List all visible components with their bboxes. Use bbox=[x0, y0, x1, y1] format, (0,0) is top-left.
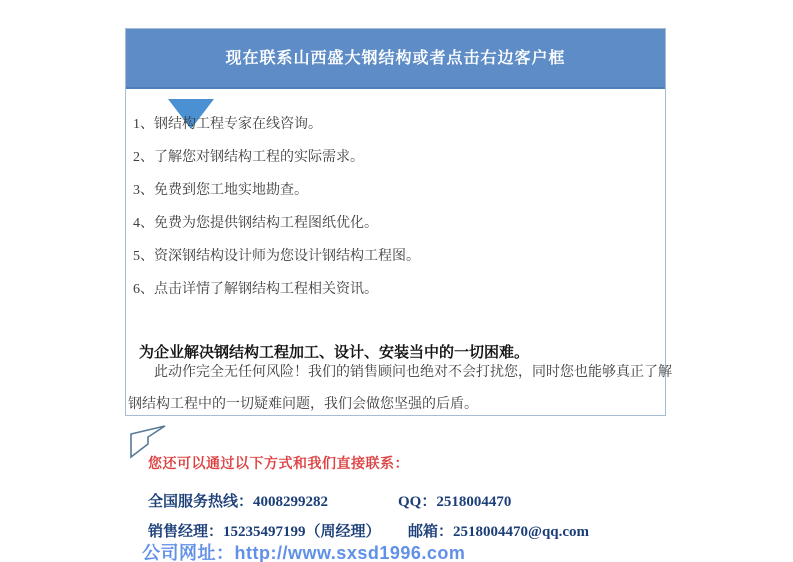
list-item: 3、免费到您工地实地勘查。 bbox=[133, 183, 308, 198]
list-item: 1、钢结构工程专家在线咨询。 bbox=[133, 117, 322, 132]
qq-group bbox=[398, 494, 511, 510]
promo-header-banner: 现在联系山西盛大钢结构或者点击右边客户框 bbox=[126, 29, 665, 89]
hotline-number: 4008299282 bbox=[253, 494, 329, 510]
manager-group bbox=[148, 520, 408, 541]
highlight-statement: 为企业解决钢结构工程加工、设计、安装当中的一切困难。 bbox=[139, 345, 530, 361]
list-item: 6、点击详情了解钢结构工程相关资讯。 bbox=[133, 282, 378, 297]
email-group bbox=[408, 524, 589, 540]
list-item: 2、了解您对钢结构工程的实际需求。 bbox=[133, 150, 364, 165]
website-label: 公司网址： bbox=[142, 543, 235, 562]
steps-list bbox=[133, 108, 653, 306]
manager-label: 销售经理： bbox=[148, 524, 224, 540]
qq-number: 2518004470 bbox=[436, 494, 512, 510]
promo-box bbox=[125, 28, 672, 416]
contact-row-manager bbox=[148, 520, 589, 541]
manager-number: 15235497199（周经理） bbox=[223, 524, 381, 540]
website-url[interactable]: http://www.sxsd1996.com bbox=[234, 543, 466, 562]
qq-label: QQ： bbox=[398, 494, 437, 510]
list-item: 4、免费为您提供钢结构工程图纸优化。 bbox=[133, 216, 378, 231]
assurance-paragraph: 此动作完全无任何风险！我们的销售顾问也绝对不会打扰您，同时您也能够真正了解钢结构工程中的一切疑难问题，我们会做您坚强的后盾。 bbox=[128, 365, 672, 412]
hotline-label: 全国服务热线： bbox=[148, 494, 254, 510]
website-link[interactable] bbox=[142, 539, 465, 562]
list-item: 5、资深钢结构设计师为您设计钢结构工程图。 bbox=[133, 249, 420, 264]
email-address: 2518004470@qq.com bbox=[453, 524, 590, 540]
contact-row-hotline bbox=[148, 490, 511, 511]
email-label: 邮箱： bbox=[408, 524, 454, 540]
hotline-group bbox=[148, 490, 398, 511]
contact-intro-text: 您还可以通过以下方式和我们直接联系： bbox=[148, 457, 409, 472]
